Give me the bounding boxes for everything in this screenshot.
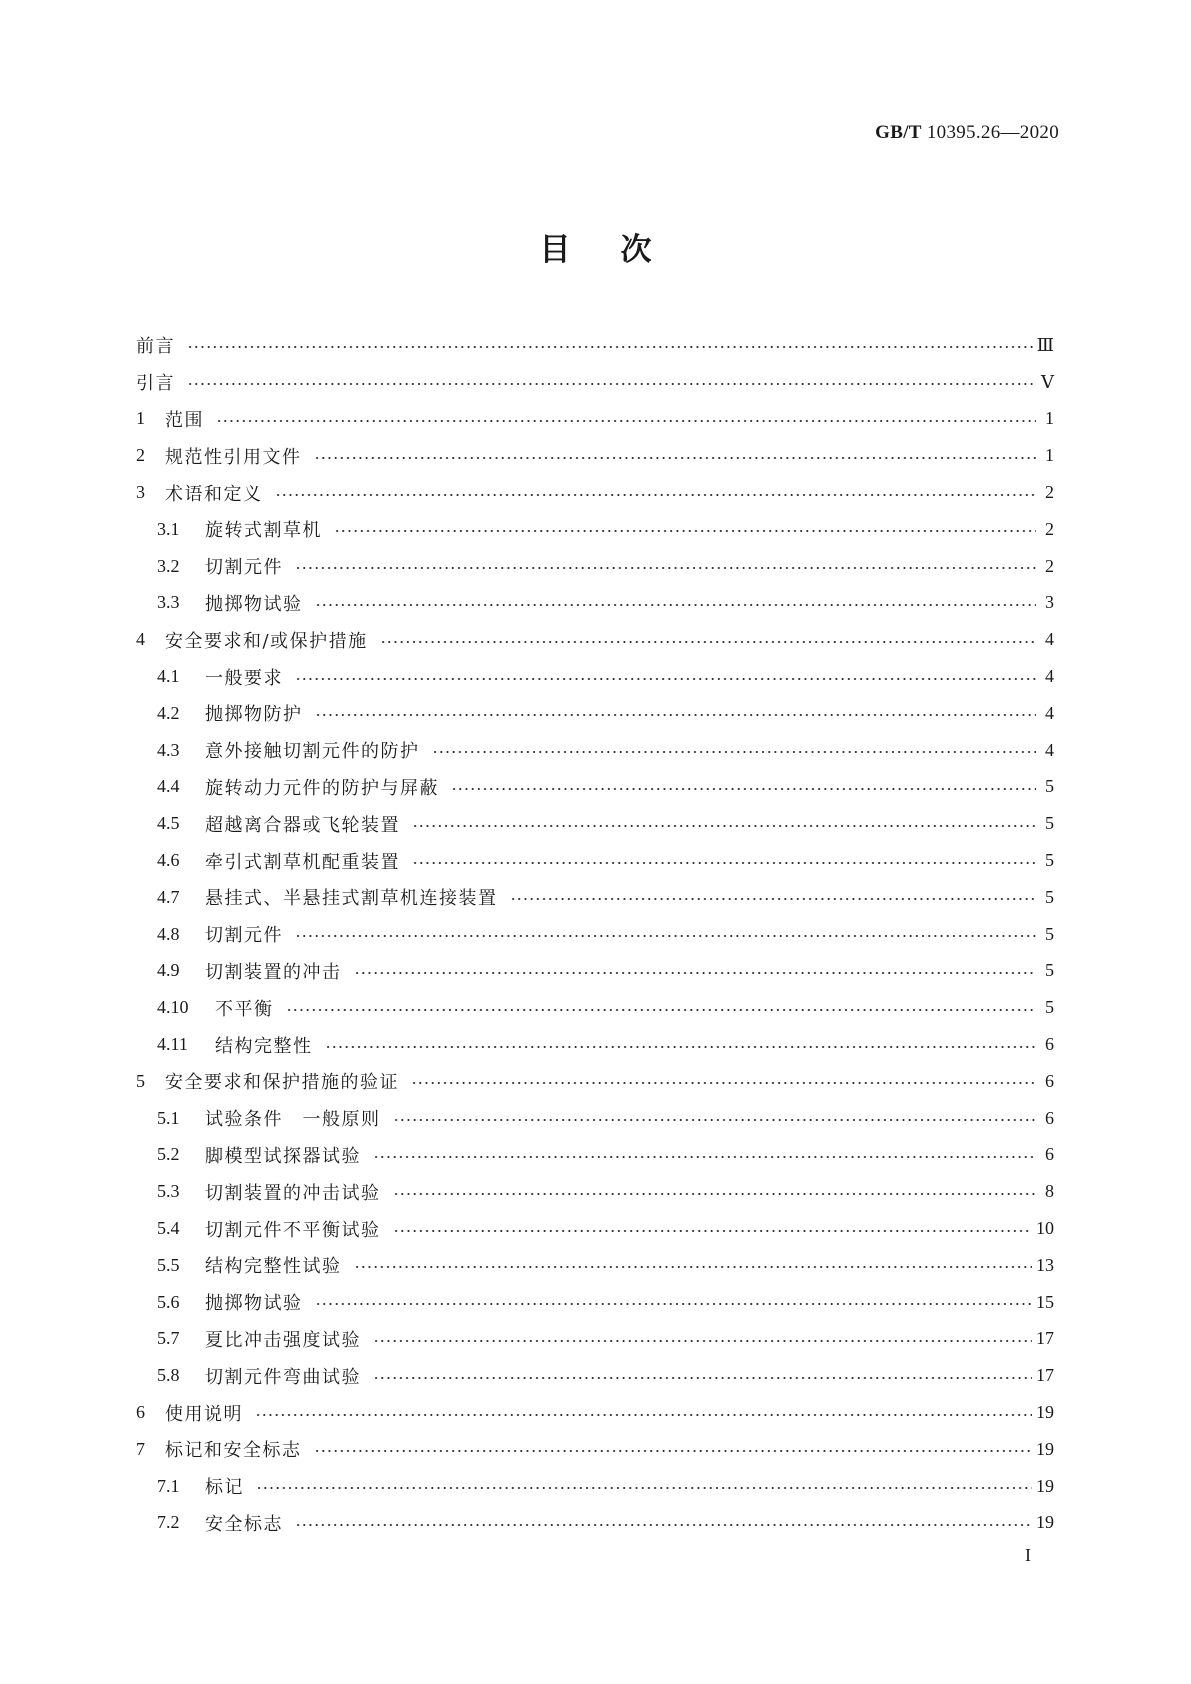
toc-entry-page: 1 [1045,408,1054,429]
toc-entry-number: 5.8 [157,1365,180,1386]
toc-entry[interactable] [136,327,1054,364]
toc-entry[interactable] [136,548,1054,585]
toc-entry[interactable] [136,769,1054,806]
toc-entry-label: 脚模型试探器试验 [205,1145,361,1167]
toc-entry-label: 安全标志 [205,1513,283,1535]
toc-entry-page: 1 [1045,445,1054,466]
toc-entry-number: 4.4 [157,776,180,797]
toc-entry[interactable] [136,1468,1054,1505]
toc-entry[interactable] [136,1284,1054,1321]
toc-entry-number: 4.2 [157,702,180,723]
toc-entry-page: 17 [1036,1365,1054,1386]
toc-entry-label: 安全要求和/或保护措施 [165,630,368,652]
toc-entry[interactable] [136,1321,1054,1358]
toc-entry-page: 19 [1036,1475,1054,1496]
toc-dot-leader [373,1155,1036,1159]
toc-entry-label: 切割元件弯曲试验 [205,1366,361,1388]
toc-entry-label: 切割元件 [205,557,283,579]
toc-dot-leader [295,677,1036,681]
toc-dot-leader [315,1302,1033,1306]
toc-entry-page: Ⅲ [1036,334,1054,355]
toc-dot-leader [275,493,1037,497]
toc-entry-page: 6 [1045,1034,1054,1055]
toc-dot-leader [295,566,1036,570]
toc-entry-page: 10 [1036,1218,1054,1239]
standard-code [875,122,1059,144]
toc-entry-number: 2 [136,445,145,466]
toc-entry[interactable] [136,953,1054,990]
toc-entry-label: 结构完整性试验 [205,1256,342,1278]
toc-entry[interactable] [136,879,1054,916]
toc-entry[interactable] [136,621,1054,658]
toc-entry-page: 5 [1045,850,1054,871]
toc-entry-number: 7 [136,1438,145,1459]
toc-entry-page: 19 [1036,1402,1054,1422]
toc-entry-page: 2 [1045,555,1054,576]
toc-entry[interactable] [136,1505,1054,1542]
toc-entry-label: 使用说明 [165,1403,243,1425]
toc-entry-page: 4 [1045,739,1054,760]
toc-dot-leader [393,1192,1037,1196]
toc-entry-page: 5 [1045,960,1054,981]
toc-entry-number: 3.1 [157,518,180,539]
toc-entry-page: 19 [1036,1512,1054,1533]
toc-entry[interactable] [136,842,1054,879]
table-of-contents [136,327,1054,1541]
toc-entry-number: 5.5 [157,1254,180,1275]
toc-entry[interactable] [136,401,1054,438]
toc-entry-page: 5 [1045,776,1054,797]
toc-entry-label: 前言 [136,336,175,358]
toc-entry-page: 4 [1045,629,1054,650]
toc-entry-page: 13 [1036,1254,1054,1275]
toc-entry-page: 15 [1036,1291,1054,1312]
toc-entry-number: 5.2 [157,1144,180,1165]
toc-entry-number: 4.10 [157,997,189,1018]
toc-entry-page: 5 [1045,886,1054,907]
toc-entry-number: 4.1 [157,666,180,687]
toc-dot-leader [451,787,1036,791]
toc-dot-leader [373,1339,1032,1343]
toc-entry-number: 4.9 [157,960,180,981]
toc-entry[interactable] [136,695,1054,732]
toc-dot-leader [315,603,1037,607]
toc-dot-leader [393,1229,1033,1233]
toc-dot-leader [510,897,1037,901]
toc-entry-number: 3 [136,482,145,503]
toc-entry-label: 切割装置的冲击试验 [205,1182,381,1204]
toc-entry-page: 4 [1045,666,1054,687]
toc-dot-leader [334,529,1036,533]
toc-dot-leader [393,1118,1037,1122]
toc-dot-leader [315,713,1037,717]
toc-entry[interactable] [136,1357,1054,1394]
toc-entry-number: 4.3 [157,739,180,760]
toc-entry-page: 5 [1045,813,1054,834]
toc-entry-label: 术语和定义 [165,483,263,505]
toc-entry-label: 标记和安全标志 [165,1440,302,1462]
toc-entry-label: 一般要求 [205,667,283,689]
toc-entry-number: 3.3 [157,592,180,613]
toc-entry-page: 4 [1045,702,1054,723]
standard-number: 10395.26—2020 [926,122,1059,143]
toc-entry[interactable] [136,1247,1054,1284]
toc-entry-number: 5.6 [157,1291,180,1312]
toc-entry-page: 2 [1045,518,1054,539]
toc-entry-label: 安全要求和保护措施的验证 [165,1072,399,1094]
toc-entry[interactable] [136,658,1054,695]
toc-entry-label: 夏比冲击强度试验 [205,1329,361,1351]
toc-dot-leader [411,1081,1036,1085]
toc-entry-number: 5.4 [157,1218,180,1239]
toc-entry-number: 7.1 [157,1475,180,1496]
toc-entry[interactable] [136,989,1054,1026]
toc-entry[interactable] [136,1137,1054,1174]
toc-entry-number: 5.1 [157,1107,180,1128]
toc-entry[interactable] [136,474,1054,511]
toc-dot-leader [373,1376,1032,1380]
toc-entry-label: 规范性引用文件 [165,446,302,468]
toc-dot-leader [256,1486,1032,1490]
toc-entry-page: 2 [1045,482,1054,503]
toc-entry-page: 5 [1045,923,1054,944]
toc-entry-label: 切割元件不平衡试验 [205,1219,381,1241]
toc-entry-label: 牵引式割草机配重装置 [205,851,400,873]
toc-entry-number: 4.6 [157,850,180,871]
toc-entry-label: 抛掷物试验 [205,593,303,615]
toc-entry-number: 3.2 [157,555,180,576]
toc-dot-leader [432,750,1037,754]
toc-dot-leader [286,1008,1037,1012]
toc-entry-page: 3 [1045,592,1054,613]
toc-dot-leader [412,824,1036,828]
toc-dot-leader [216,419,1036,423]
toc-entry-page: 6 [1045,1144,1054,1165]
toc-entry[interactable] [136,364,1054,401]
toc-entry-page: Ⅴ [1041,371,1054,392]
toc-entry-number: 1 [136,408,145,429]
toc-entry[interactable] [136,437,1054,474]
toc-entry[interactable] [136,916,1054,953]
toc-entry-number: 7.2 [157,1512,180,1533]
toc-entry[interactable] [136,1210,1054,1247]
toc-dot-leader [314,456,1037,460]
toc-entry-label: 抛掷物防护 [205,704,303,726]
toc-entry-label: 意外接触切割元件的防护 [205,741,420,763]
toc-dot-leader [354,1265,1033,1269]
toc-dot-leader [354,971,1037,975]
toc-entry-label: 悬挂式、半悬挂式割草机连接装置 [205,888,498,910]
toc-entry-page: 5 [1045,997,1054,1018]
toc-entry-number: 6 [136,1402,145,1422]
toc-entry-label: 范围 [165,409,204,431]
page-number: I [1025,1545,1031,1565]
toc-entry[interactable] [136,805,1054,842]
toc-entry-page: 6 [1045,1070,1054,1091]
toc-entry-label: 旋转动力元件的防护与屏蔽 [205,777,439,799]
toc-entry-number: 4 [136,629,145,650]
toc-entry-label: 抛掷物试验 [205,1293,303,1315]
toc-entry-number: 4.8 [157,923,180,944]
toc-entry[interactable] [136,1173,1054,1210]
toc-entry-page: 19 [1036,1438,1054,1459]
toc-entry[interactable] [136,1100,1054,1137]
toc-entry-number: 5.3 [157,1181,180,1202]
toc-entry[interactable] [136,1394,1054,1431]
page-title: 目次 [539,232,702,268]
toc-entry-page: 17 [1036,1328,1054,1349]
toc-entry-number: 5 [136,1070,145,1091]
toc-entry[interactable] [136,1063,1054,1100]
toc-entry-label: 引言 [136,373,175,395]
toc-entry-label: 超越离合器或飞轮装置 [205,814,400,836]
toc-entry-label: 旋转式割草机 [205,520,322,542]
toc-entry-label: 试验条件 一般原则 [205,1109,381,1131]
toc-dot-leader [325,1045,1037,1049]
toc-dot-leader [255,1413,1032,1417]
toc-entry[interactable] [136,1431,1054,1468]
toc-dot-leader [412,861,1036,865]
toc-entry-label: 标记 [205,1477,244,1499]
standard-prefix: GB/T [875,122,922,143]
toc-entry-label: 切割元件 [205,925,283,947]
toc-entry[interactable] [136,1026,1054,1063]
toc-dot-leader [187,382,1036,386]
toc-entry-page: 6 [1045,1107,1054,1128]
toc-dot-leader [295,934,1036,938]
toc-entry[interactable] [136,585,1054,622]
toc-entry-number: 4.7 [157,886,180,907]
toc-dot-leader [187,345,1033,349]
toc-entry-page: 8 [1045,1181,1054,1202]
toc-entry-label: 结构完整性 [215,1035,313,1057]
toc-entry-number: 4.5 [157,813,180,834]
toc-entry[interactable] [136,732,1054,769]
toc-entry-label: 不平衡 [215,998,274,1020]
toc-dot-leader [314,1449,1033,1453]
toc-entry-number: 5.7 [157,1328,180,1349]
toc-dot-leader [380,640,1036,644]
toc-entry-label: 切割装置的冲击 [205,961,342,983]
toc-dot-leader [295,1523,1032,1527]
toc-entry-number: 4.11 [157,1034,188,1055]
toc-entry[interactable] [136,511,1054,548]
